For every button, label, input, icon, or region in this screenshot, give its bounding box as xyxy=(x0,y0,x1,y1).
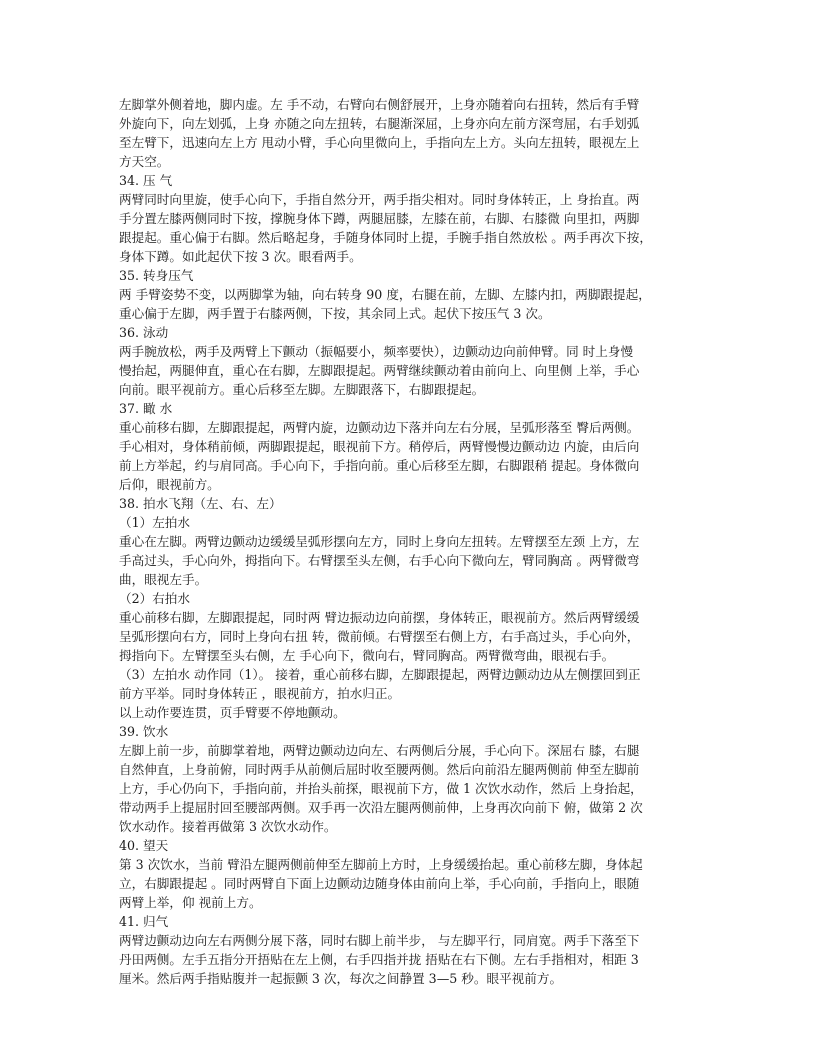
paragraph xyxy=(119,608,699,665)
paragraph xyxy=(119,342,699,399)
text-line: 外旋向下，向左划弧，上身 亦随之向左扭转，右腿渐深屈，上身亦向左前方深弯屈，右手划弧 xyxy=(119,116,640,131)
text-line: 重心前移右脚，左脚跟提起，同时两 臂边振动边向前摆，身体转正，眼视前方。然后两臂缓缓 xyxy=(119,610,640,625)
document-page xyxy=(119,95,699,988)
text-line: 慢抬起，两腿伸直，重心在右脚，左脚跟提起。两臂继续颤动着由前向上、向里侧 上举，手心 xyxy=(119,363,640,378)
text-line: 重心在左脚。两臂边颤动边缓缓呈弧形摆向左方，同时上身向左扭转。左臂摆至左颈 上方，左 xyxy=(119,534,640,549)
text-line: 带动两手上提屈肘回至腰部两侧。双手再一次沿左腿两侧前伸，上身再次向前下 俯，做第 2 次 xyxy=(119,800,643,815)
text-line: 拇指向下。左臂摆至头右侧，左 手心向下，微向右，臂同胸高。两臂微弯曲，眼视右手。 xyxy=(119,648,615,663)
text-line: 曲，眼视左手。 xyxy=(119,572,208,587)
text-line: 丹田两侧。左手五指分开捂贴在左上侧，右手四指并拢 捂贴在右下侧。左右手指相对，相距 3 xyxy=(119,952,639,967)
text-line: 两 手臂姿势不变，以两脚掌为轴，向右转身 90 度，右腿在前，左脚、左膝内扣，两脚跟提起， xyxy=(119,287,651,302)
paragraph xyxy=(119,703,699,722)
text-line: 两臂上举，仰 视前上方。 xyxy=(119,895,262,910)
section-heading: 40. 望天 xyxy=(119,838,169,853)
text-line: 自然伸直，上身前俯，同时两手从前侧后屈时收至腰两侧。然后向前沿左腿两侧前 伸至左脚前 xyxy=(119,762,640,777)
text-line: 方天空。 xyxy=(119,154,170,169)
text-line: 前上方举起，约与肩同高。手心向下，手指向前。重心后移至左脚，右脚跟稍 提起。身体微向 xyxy=(119,458,640,473)
text-line: 厘米。然后两手指贴腹并一起振颤 3 次，每次之间静置 3—5 秒。眼平视前方。 xyxy=(119,971,563,986)
paragraph xyxy=(119,665,699,703)
text-line: 第 3 次饮水，当前 臂沿左腿两侧前伸至左脚前上方时，上身缓缓抬起。重心前移左脚，身体起 xyxy=(119,857,643,872)
paragraph xyxy=(119,190,699,266)
text-line: 立，右脚跟提起 。同时两臂自下面上边颤动边随身体由前向上举，手心向前，手指向上，眼随 xyxy=(119,876,640,891)
text-line: 至左臂下，迅速向左上方 甩动小臂，手心向里微向上，手指向左上方。头向左扭转，眼视左上 xyxy=(119,135,640,150)
text-line: 呈弧形摆向右方，同时上身向右扭 转，微前倾。右臂摆至右侧上方，右手高过头，手心向外， xyxy=(119,629,640,644)
text-line: 手心相对，身体稍前倾，两脚跟提起，眼视前下方。稍停后，两臂慢慢边颤动边 内旋，由后向 xyxy=(119,439,640,454)
text-line: 以上动作要连贯，页手臂要不停地颤动。 xyxy=(119,705,346,720)
paragraph xyxy=(119,741,699,836)
text-line: 两臂同时向里旋，使手心向下，手指自然分开，两手指尖相对。同时身体转正，上 身抬直。两 xyxy=(119,192,640,207)
text-line: 左脚掌外侧着地，脚内虚。左 手不动，右臂向右侧舒展开，上身亦随着向右扭转，然后有手臂 xyxy=(119,97,640,112)
paragraph xyxy=(119,855,699,912)
paragraph xyxy=(119,931,699,988)
text-line: 前方平举。同时身体转正 ，眼视前方，拍水归正。 xyxy=(119,686,401,701)
text-line: 向前。眼平视前方。重心后移至左脚。左脚跟落下，右脚跟提起。 xyxy=(119,382,485,397)
paragraph xyxy=(119,285,699,323)
section-heading: （1）左拍水 xyxy=(119,515,190,530)
text-line: 手高过头，手心向外，拇指向下。右臂摆至头左侧，右手心向下微向左，臂同胸高 。两臂微弯 xyxy=(119,553,640,568)
text-line: 后仰，眼视前方。 xyxy=(119,477,220,492)
text-line: 两臂边颤动边向左右两侧分展下落，同时右脚上前半步， 与左脚平行，同肩宽。两手下落至下 xyxy=(119,933,640,948)
section-heading: 39. 饮水 xyxy=(119,724,169,739)
section-heading: 36. 泳动 xyxy=(119,325,169,340)
section-heading: 41. 归气 xyxy=(119,914,169,929)
text-line: 手分置左膝两侧同时下按，撑腕身体下蹲，两腿屈膝，左膝在前，右脚、右膝微 向里扣，两脚 xyxy=(119,211,640,226)
text-line: 两手腕放松，两手及两臂上下颤动（振幅要小，频率要快），边颤动边向前伸臂。同 时上身慢 xyxy=(119,344,634,359)
section-heading: 37. 瞰 水 xyxy=(119,401,173,416)
text-line: 重心偏于左脚，两手置于右膝两侧，下按，其余同上式。起伏下按压气 3 次。 xyxy=(119,306,551,321)
text-line: 重心前移右脚，左脚跟提起，两臂内旋，边颤动边下落并向左右分展，呈弧形落至 臀后两侧。 xyxy=(119,420,640,435)
text-line: 跟提起。重心偏于右脚。然后略起身，手随身体同时上提，手腕手指自然放松 。两手再次下按， xyxy=(119,230,652,245)
section-heading: 34. 压 气 xyxy=(119,173,173,188)
text-line: 身体下蹲。如此起伏下按 3 次。眼看两手。 xyxy=(119,249,362,264)
section-heading: 38. 拍水飞翔（左、右、左） xyxy=(119,496,282,511)
paragraph xyxy=(119,95,699,171)
text-line: 上方，手心仍向下，手指向前，并抬头前探，眼视前下方，做 1 次饮水动作，然后 上身抬起， xyxy=(119,781,643,796)
section-heading: 35. 转身压气 xyxy=(119,268,194,283)
text-line: 饮水动作。接着再做第 3 次饮水动作。 xyxy=(119,819,337,834)
text-line: 左脚上前一步，前脚掌着地，两臂边颤动边向左、右两侧后分展，手心向下。深屈右 膝，右腿 xyxy=(119,743,640,758)
text-line: （3）左拍水 动作同（1）。 接着，重心前移右脚，左脚跟提起，两臂边颤动边从左侧摆回到正 xyxy=(119,667,641,682)
paragraph xyxy=(119,532,699,589)
paragraph xyxy=(119,418,699,494)
section-heading: （2）右拍水 xyxy=(119,591,190,606)
